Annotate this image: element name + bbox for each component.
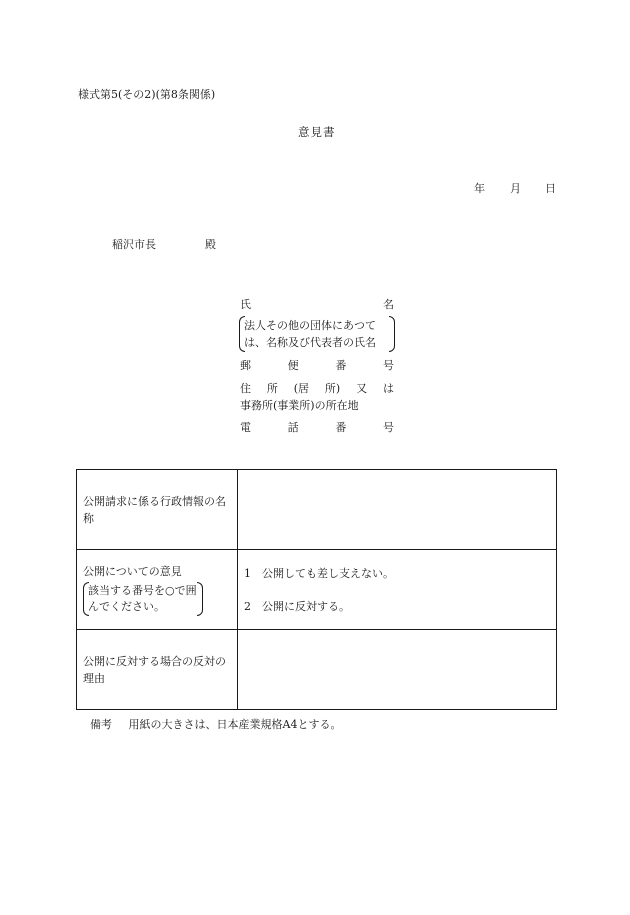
- addressee-name: 稲沢市長: [112, 238, 156, 251]
- remark-text: 用紙の大きさは、日本産業規格A4とする。: [128, 718, 342, 731]
- objection-reason-label: 公開に反対する場合の反対の理由: [77, 630, 238, 710]
- option-objection[interactable]: 2 公開に反対する。: [244, 599, 350, 613]
- remark-label: 備考: [90, 718, 112, 731]
- name-label: 氏 名: [240, 298, 394, 311]
- table-row: [77, 550, 557, 630]
- document-title: 意見書: [298, 125, 336, 139]
- addressee-honorific: 殿: [205, 238, 216, 251]
- objection-reason-field[interactable]: [238, 630, 557, 710]
- remark: [90, 716, 341, 732]
- postal-code-label: 郵 便 番 号: [240, 359, 394, 372]
- opinion-note: 該当する番号を○で囲んでください。: [83, 582, 203, 616]
- date-year-label: 年: [474, 182, 485, 195]
- opinion-label-cell: [77, 550, 238, 630]
- option-no-objection[interactable]: 1 公開しても差し支えない。: [244, 566, 394, 580]
- opinion-options: [238, 550, 557, 630]
- table-row: [77, 630, 557, 710]
- opinion-table: [76, 469, 557, 710]
- form-number: 様式第5(その2)(第8条関係): [78, 88, 216, 101]
- phone-number-label: 電 話 番 号: [240, 421, 394, 434]
- opinion-label: 公開についての意見: [83, 565, 182, 578]
- address-label-line1: 住 所 (居 所) 又 は: [240, 382, 394, 395]
- address-label-line2: 事務所(事業所)の所在地: [240, 399, 359, 412]
- table-row: [77, 470, 557, 550]
- applicant-block: [240, 295, 394, 438]
- name-note: 法人その他の団体にあつて は、名称及び代表者の氏名: [240, 316, 394, 352]
- date-month-label: 月: [510, 182, 521, 195]
- document-name-field[interactable]: [238, 470, 557, 550]
- document-name-label: 公開請求に係る行政情報の名称: [77, 470, 238, 550]
- date-day-label: 日: [545, 182, 556, 195]
